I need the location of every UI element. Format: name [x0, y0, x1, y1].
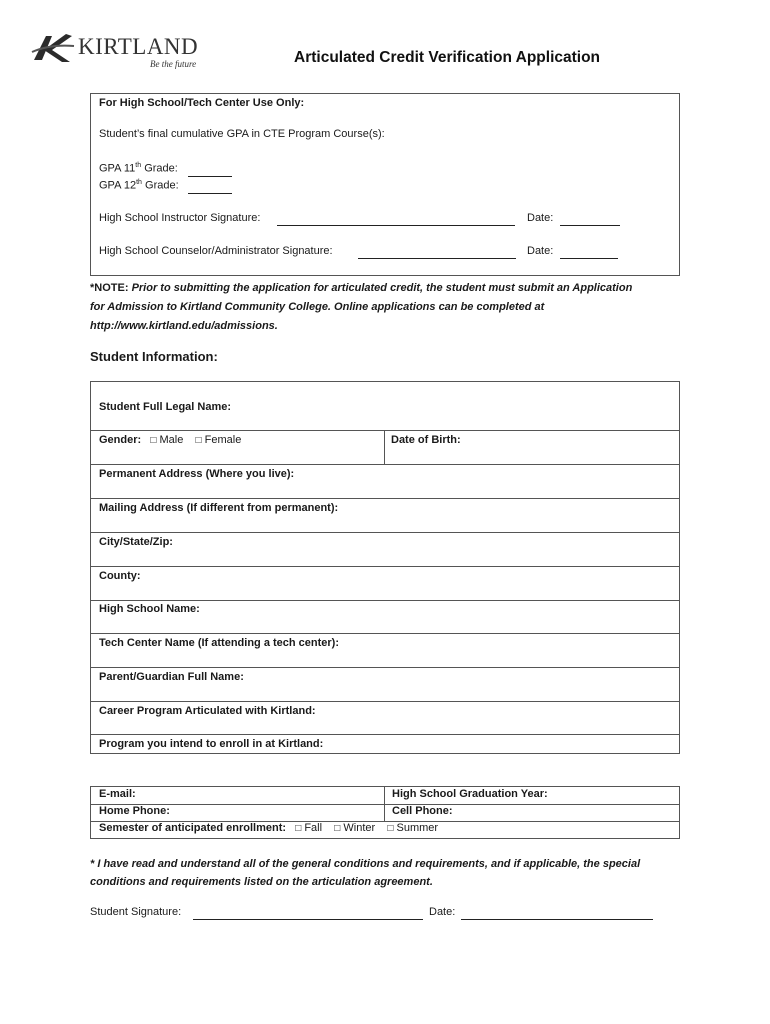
- gender-female-label: Female: [204, 434, 242, 446]
- high-school-name-label: High School Name:: [99, 603, 200, 615]
- county-label: County:: [99, 570, 141, 582]
- intended-program-label: Program you intend to enroll in at Kirtland:: [99, 738, 324, 750]
- tech-center-name-label: Tech Center Name (If attending a tech center):: [99, 637, 340, 649]
- contact-table: [90, 786, 680, 839]
- table-row-divider: [91, 633, 679, 634]
- table-row-divider: [91, 566, 679, 567]
- instructor-date-label: Date:: [527, 212, 554, 224]
- semester-row: [99, 822, 438, 834]
- table-row-divider: [91, 804, 679, 805]
- kirtland-logo: [30, 28, 210, 74]
- note-line-2: for Admission to Kirtland Community College. Online applications can be completed at: [90, 301, 545, 313]
- table-row-divider: [91, 734, 679, 735]
- winter-checkbox[interactable]: □: [334, 823, 341, 834]
- gpa-11-field[interactable]: [188, 166, 232, 177]
- agreement-paragraph: [90, 855, 690, 891]
- counselor-signature-label: High School Counselor/Administrator Signature:: [99, 245, 333, 257]
- school-use-box: [90, 93, 680, 276]
- instructor-signature-label: High School Instructor Signature:: [99, 212, 261, 224]
- table-row-divider: [91, 498, 679, 499]
- dob-label: Date of Birth:: [391, 434, 461, 446]
- student-info-heading: Student Information:: [90, 349, 218, 364]
- semester-label: Semester of anticipated enrollment:: [99, 822, 287, 834]
- counselor-date-label: Date:: [527, 245, 554, 257]
- signature-date-field[interactable]: [461, 909, 653, 920]
- student-info-table: [90, 381, 680, 754]
- note-line-1: Prior to submitting the application for articulated credit, the student must submit an Application: [131, 282, 633, 294]
- student-signature-label: Student Signature:: [90, 906, 182, 918]
- winter-label: Winter: [343, 822, 376, 834]
- table-row-divider: [91, 667, 679, 668]
- table-row-divider: [91, 532, 679, 533]
- page-title: Articulated Credit Verification Application: [294, 49, 601, 66]
- gpa-12-label: GPA 12th Grade:: [99, 179, 179, 192]
- grad-year-label: High School Graduation Year:: [392, 788, 548, 800]
- note-paragraph: [90, 279, 690, 336]
- logo-tagline: Be the future: [150, 59, 197, 69]
- note-line-3: http://www.kirtland.edu/admissions.: [90, 320, 278, 332]
- permanent-address-label: Permanent Address (Where you live):: [99, 468, 295, 480]
- fall-label: Fall: [304, 822, 323, 834]
- logo-wordmark: KIRTLAND: [78, 34, 199, 59]
- parent-guardian-label: Parent/Guardian Full Name:: [99, 671, 244, 683]
- home-phone-label: Home Phone:: [99, 805, 170, 817]
- cell-phone-label: Cell Phone:: [392, 805, 453, 817]
- gender-dob-divider: [384, 430, 385, 464]
- gpa-12-field[interactable]: [188, 183, 232, 194]
- email-label: E-mail:: [99, 788, 136, 800]
- signature-date-label: Date:: [429, 906, 456, 918]
- gender-male-checkbox[interactable]: □: [150, 435, 157, 446]
- gpa-intro: Student’s final cumulative GPA in CTE Program Course(s):: [99, 128, 385, 140]
- counselor-signature-field[interactable]: [358, 248, 516, 259]
- instructor-signature-field[interactable]: [277, 215, 515, 226]
- gender-female-checkbox[interactable]: □: [195, 435, 202, 446]
- summer-checkbox[interactable]: □: [387, 823, 394, 834]
- instructor-date-field[interactable]: [560, 215, 620, 226]
- table-row-divider: [91, 600, 679, 601]
- table-row-divider: [91, 464, 679, 465]
- gender-male-label: Male: [159, 434, 184, 446]
- city-state-zip-label: City/State/Zip:: [99, 536, 173, 548]
- summer-label: Summer: [396, 822, 439, 834]
- agreement-line-1: * I have read and understand all of the general conditions and requirements, and if applicable, the special: [90, 858, 641, 870]
- career-program-label: Career Program Articulated with Kirtland:: [99, 705, 316, 717]
- full-name-label: Student Full Legal Name:: [99, 401, 232, 413]
- kirtland-emblem-icon: [30, 30, 76, 66]
- gender-label: Gender: □ Male □ Female: [99, 434, 242, 446]
- student-signature-field[interactable]: [193, 909, 423, 920]
- counselor-date-field[interactable]: [560, 248, 618, 259]
- mailing-address-label: Mailing Address (If different from permanent):: [99, 502, 339, 514]
- table-row-divider: [91, 701, 679, 702]
- agreement-line-2: conditions and requirements listed on the articulation agreement.: [90, 876, 433, 888]
- table-row-divider: [91, 430, 679, 431]
- school-use-heading: For High School/Tech Center Use Only:: [99, 97, 305, 109]
- fall-checkbox[interactable]: □: [295, 823, 302, 834]
- gpa-11-label: GPA 11th Grade:: [99, 162, 178, 175]
- note-prefix: *NOTE:: [90, 282, 129, 294]
